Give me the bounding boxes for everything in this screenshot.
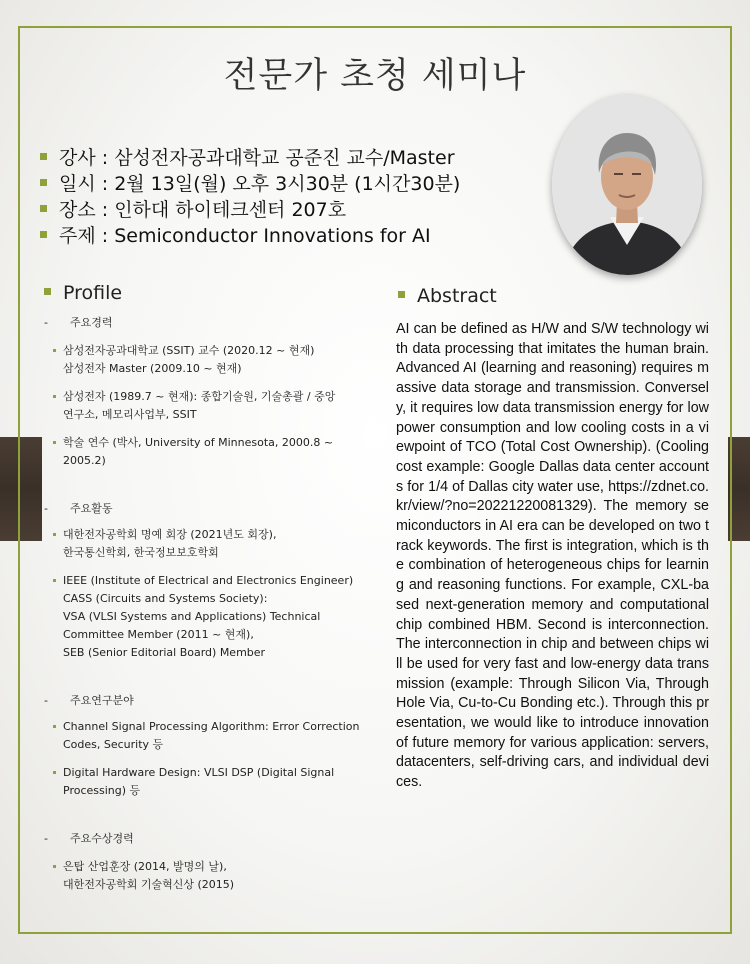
speaker-row bbox=[40, 145, 460, 171]
bullet-icon bbox=[40, 153, 47, 160]
item-line: 학술 연수 (박사, University of Minnesota, 2000.8 ~ bbox=[63, 436, 334, 449]
category-label: 주요경력 bbox=[70, 316, 113, 329]
career-category: - 주요경력 bbox=[44, 316, 113, 329]
awards-category: - 주요수상경력 bbox=[44, 832, 134, 845]
topic-text: 주제 : Semiconductor Innovations for AI bbox=[59, 225, 431, 247]
list-item bbox=[44, 764, 364, 800]
abstract-heading bbox=[398, 285, 497, 307]
item-line: IEEE (Institute of Electrical and Electronics Engineer) bbox=[63, 574, 354, 587]
datetime-text: 일시 : 2월 13일(월) 오후 3시30분 (1시간30분) bbox=[59, 173, 461, 195]
list-item bbox=[44, 718, 364, 754]
career-list bbox=[44, 342, 364, 470]
list-item bbox=[44, 858, 364, 894]
profile-heading bbox=[44, 282, 122, 304]
list-item bbox=[44, 526, 364, 562]
item-line: VSA (VLSI Systems and Applications) Technical bbox=[63, 610, 321, 623]
seminar-info bbox=[40, 145, 460, 249]
activities-category: - 주요활동 bbox=[44, 502, 113, 515]
bullet-icon bbox=[398, 291, 405, 298]
bullet-icon bbox=[40, 205, 47, 212]
datetime-row bbox=[40, 171, 460, 197]
topic-row bbox=[40, 223, 460, 249]
venue-text: 장소 : 인하대 하이테크센터 207호 bbox=[59, 199, 347, 221]
list-item bbox=[44, 572, 364, 662]
category-label: 주요활동 bbox=[70, 502, 113, 515]
item-line: 2005.2) bbox=[63, 454, 106, 467]
item-line: Codes, Security 등 bbox=[63, 738, 164, 751]
item-line: Processing) 등 bbox=[63, 784, 141, 797]
item-line: 삼성전자 (1989.7 ~ 현재): 종합기술원, 기술총괄 / 중앙 bbox=[63, 390, 336, 403]
item-line: Digital Hardware Design: VLSI DSP (Digital Signal bbox=[63, 766, 335, 779]
item-line: SEB (Senior Editorial Board) Member bbox=[63, 646, 266, 659]
item-line: 한국통신학회, 한국정보보호학회 bbox=[63, 546, 219, 559]
research-category: - 주요연구분야 bbox=[44, 694, 134, 707]
list-item bbox=[44, 388, 364, 424]
bullet-icon bbox=[40, 231, 47, 238]
profile-section bbox=[44, 310, 364, 900]
bullet-icon bbox=[40, 179, 47, 186]
abstract-heading-text: Abstract bbox=[417, 285, 497, 307]
speaker-text: 강사 : 삼성전자공과대학교 공준진 교수/Master bbox=[59, 147, 455, 169]
item-line: 삼성전자 Master (2009.10 ~ 현재) bbox=[63, 362, 242, 375]
page-title: 전문가 초청 세미나 bbox=[223, 56, 527, 96]
item-line: Channel Signal Processing Algorithm: Error Correction bbox=[63, 720, 360, 733]
item-line: 연구소, 메모리사업부, SSIT bbox=[63, 408, 197, 421]
awards-list bbox=[44, 858, 364, 894]
speaker-photo bbox=[552, 95, 702, 275]
item-line: 은탑 산업훈장 (2014, 발명의 날), bbox=[63, 860, 227, 873]
speaker-portrait-icon bbox=[552, 95, 702, 275]
list-item bbox=[44, 342, 364, 378]
item-line: Committee Member (2011 ~ 현재), bbox=[63, 628, 254, 641]
item-line: 삼성전자공과대학교 (SSIT) 교수 (2020.12 ~ 현재) bbox=[63, 344, 315, 357]
activities-list bbox=[44, 526, 364, 662]
category-label: 주요수상경력 bbox=[70, 832, 134, 845]
bullet-icon bbox=[44, 288, 51, 295]
research-list bbox=[44, 718, 364, 800]
item-line: 대한전자공학회 명예 회장 (2021년도 회장), bbox=[63, 528, 277, 541]
venue-row bbox=[40, 197, 460, 223]
abstract-text: AI can be defined as H/W and S/W technology with data processing that imitates the human brain. Advanced AI (learning and reasoning) requires massive data storage and transmission. Conversely, it requires low data transmission energy for low power consumption and low cooling costs in a viewpoint of TCO (Total Cost Ownership). (Cooling cost example: Google Dallas data center accounts for 1/4 of Dallas city water use, https://zdnet.co.kr/view/?no=20221220081329). The memory semiconductors in AI era can be developed on two track keywords. The first is integration, which is the combination of heterogeneous chips for learning and reasoning functions. For example, CXL-based next-generation memory and computational chip combined HBM. Second is interconnection. The interconnection in chip and between chips will be used for very fast and low-energy data transmission (example: Through Silicon Via, Through Hole Via, Cu-to-Cu Bonding etc.). Through this presentation, we would like to introduce innovation of future memory for various application: servers, datacenters, self-driving cars, and individual devices. bbox=[396, 321, 709, 791]
item-line: CASS (Circuits and Systems Society): bbox=[63, 592, 268, 605]
item-line: 대한전자공학회 기술혁신상 (2015) bbox=[63, 878, 235, 891]
list-item bbox=[44, 434, 364, 470]
profile-heading-text: Profile bbox=[63, 282, 123, 304]
category-label: 주요연구분야 bbox=[70, 694, 134, 707]
